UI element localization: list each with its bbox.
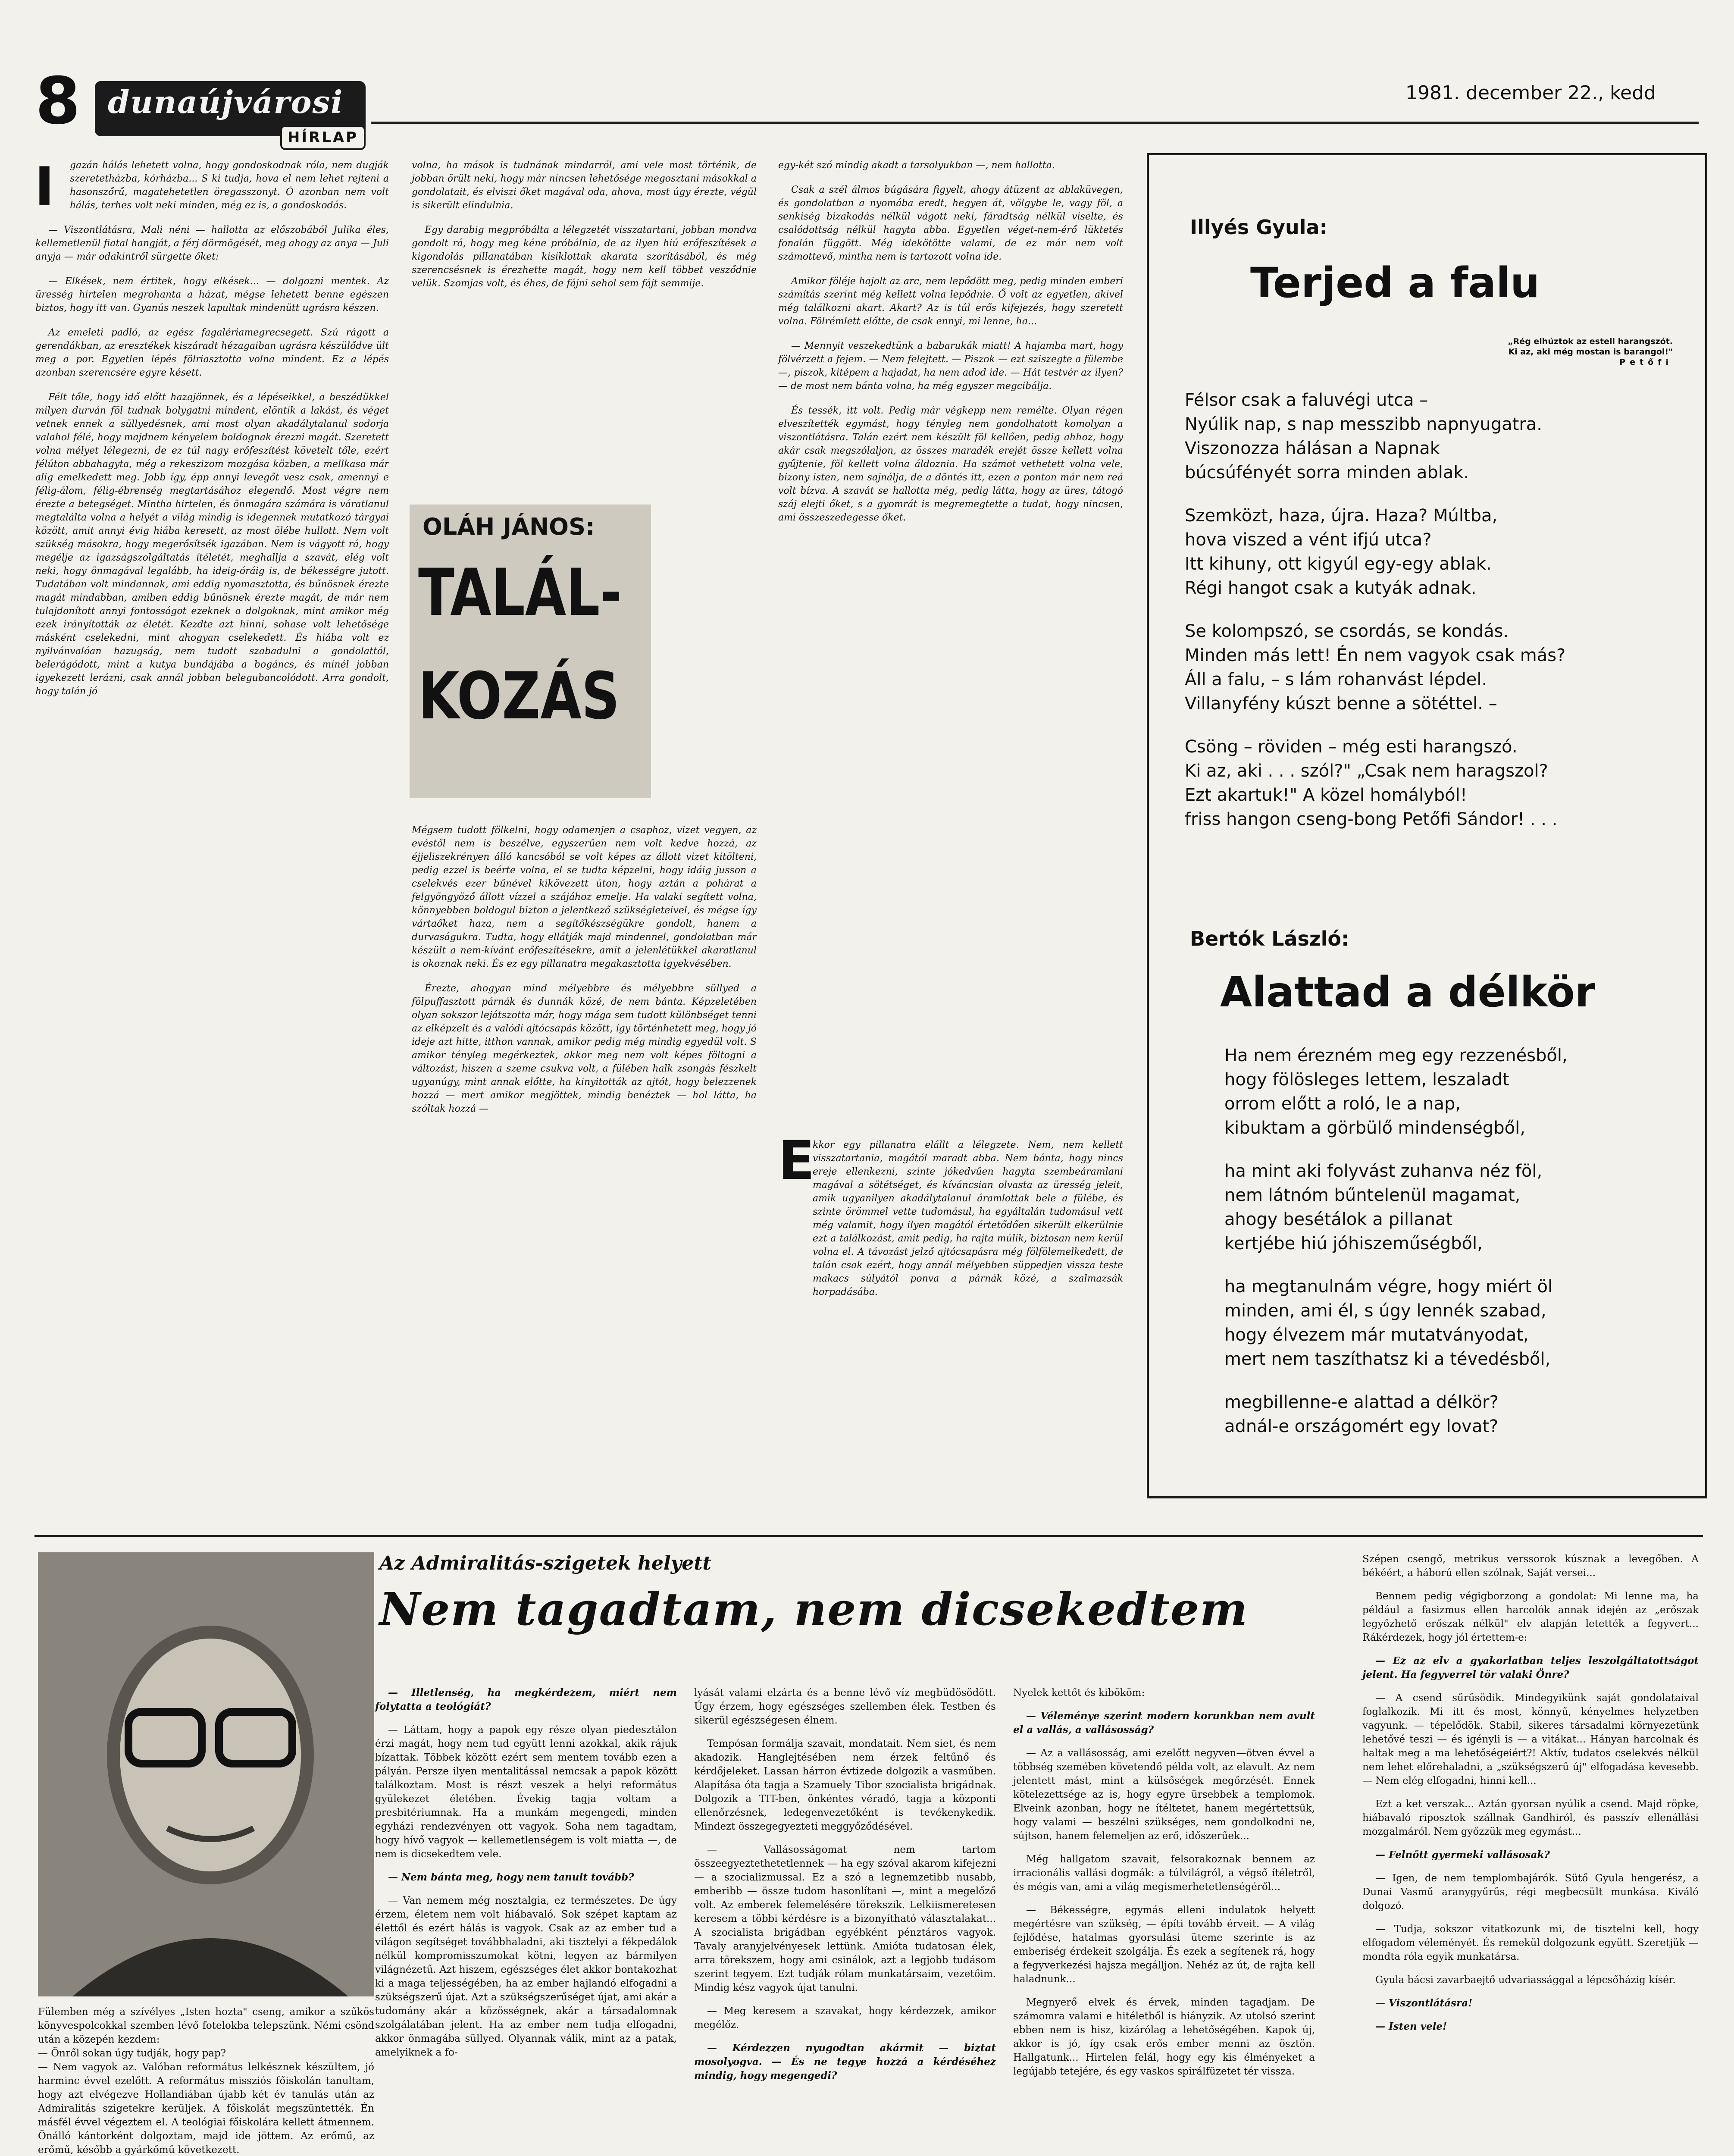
- interview-column-d: [1362, 1552, 1699, 2043]
- poem1-motto-line-1: „Rég elhúztok az estell harangszót.: [1508, 337, 1673, 346]
- stanza: [1224, 1390, 1690, 1438]
- poem-line: Ki az, aki . . . szól?" „Csak nem haragszol?: [1185, 761, 1548, 781]
- issue-date: 1981. december 22., kedd: [1405, 82, 1656, 104]
- poem-line: mert nem taszíthatsz ki a tévedésből,: [1224, 1349, 1551, 1369]
- poem-line: Nyúlik nap, s nap messzibb napnyugatra.: [1185, 414, 1543, 434]
- story-author: OLÁH JÁNOS:: [423, 513, 595, 540]
- section-divider: [34, 1535, 1703, 1537]
- poem-line: Minden más lett! Én nem vagyok csak más?: [1185, 646, 1566, 665]
- masthead-subtitle: HÍRLAP: [280, 125, 366, 150]
- poem-line: ha megtanulnám végre, hogy miért öl: [1224, 1277, 1553, 1297]
- paragraph: És tessék, itt volt. Pedig már végkepp nem remélte. Olyan régen elveszítették egymást, hogy tényleg nem gondolhatott komolyan a viszontlátásra. Talán ezért nem készült föl kellően, pedig ahhoz, hogy akár csak megszólaljon, az összes maradék erejét össze kellett volna gyűjtenie, föl kellett volna áldoznia. Ha számot vethetett volna vele, bizony isten, nem sajnálja, de a döntés itt, ezen a ponton már nem reá volt bízva. A szavát se hallotta még, pedig látta, hogy az üres, tátogó száj elejti őket, s a gyomrát is megremegtette a tudat, hogy nincsen, ami összeszedegesse őket.: [778, 405, 1123, 523]
- paragraph: — Az a vallásosság, ami ezelőtt negyven—ötven évvel a többség szemében követendő példa volt, az elavult. Az nem jelentett mást, mint a külsőségek megőrzését. Ennek kötelezettsége az is, hogy egyre ürsebbek a templomok. Elveink azonban, hogy ne ítéltetet, hanem megértettsük, hogy valami — beszélni szükséges, nem gondolkodni ne, sújtson, hanem felemeljen az erő, időszerűek...: [1013, 1748, 1315, 1842]
- poem-line: búcsúfényét sorra minden ablak.: [1185, 463, 1469, 483]
- paragraph: Ezt a ket verszak... Aztán gyorsan nyúlik a csend. Majd röpke, hiábavaló riposztok szállnak Gandhiról, és passzív ellenállási mozgalmáról. Nem győzzük meg egymást...: [1362, 1799, 1699, 1837]
- paragraph: Bennem pedig végigborzong a gondolat: Mi lenne ma, ha például a fasizmus ellen harcolók annak idején az „erőszak legyőzhető erőszak nélkül" elv alapján letették a fegyvert... Rákérdezek, hogy jól értettem-e:: [1362, 1591, 1699, 1643]
- paragraph: Megnyerő elvek és érvek, minden tagadjam. De számomra valami e hitéletből is hiányzik. Az utolsó szerint ebben nem is hisz, kizárólag a lehetőségében. Kapok új, akkor is jó, így csak erős ember menni az ösztön. Hallgatunk... Hirtelen felál, hogy egy kis élményeket a legújabb tetejére, és egy vaskos spirálfüzetet tér vissza.: [1013, 1997, 1315, 2077]
- paragraph: kkor egy pillanatra elállt a lélegzete. Nem, nem kellett visszatartania, magától maradt abba. Nem bánta, hogy nincs ereje ellenkezni, szinte jókedvűen hagyta szembeáramlani magával a sötétséget, és kíváncsian olvasta az üresség jeleit, amik ugyanilyen akadálytalanul áramlottak bele a fülébe, és szinte örömmel vette tudomásul, ha egyáltalán tudomásul vett még valamit, hogy ilyen magától értetődően sikerült elkerülnie ezt a találkozást, amit pedig, ha rajta múlik, biztosan nem kerül volna el. A távozást jelző ajtócsapásra még fölfölemelkedett, de talán csak ezért, hogy annál mélyebben süppedjen vissza teste makacs súlyától ponva a párnák közé, a szalmazsák horpadásába.: [813, 1140, 1123, 1297]
- story-drop-cap: I: [34, 156, 55, 218]
- paragraph: — Isten vele!: [1375, 2021, 1447, 2032]
- paragraph: lyását valami elzárta és a benne lévő víz megbüdösödött. Úgy érzem, hogy egészséges szellemben élek. Testben és sikerül egészségesen élnem.: [694, 1687, 996, 1726]
- stanza: [1185, 504, 1693, 600]
- stanza: [1224, 1275, 1690, 1371]
- poem-line: Félsor csak a faluvégi utca –: [1185, 390, 1428, 410]
- poem-line: Itt kihuny, ott kigyúl egy-egy ablak.: [1185, 554, 1492, 574]
- poem-line: Ha nem érezném meg egy rezzenésből,: [1224, 1046, 1568, 1065]
- poem-line: orrom előtt a roló, le a nap,: [1224, 1094, 1461, 1114]
- poem-line: Áll a falu, – s lám rohanvást lépdel.: [1185, 670, 1487, 689]
- poem1-title: Terjed a falu: [1250, 259, 1540, 307]
- poem-line: hogy élvezem már mutatványodat,: [1224, 1325, 1529, 1345]
- paragraph: Csak a szél álmos búgására figyelt, ahogy átüzent az ablaküvegen, és gondolatban a nyomába eredt, hegyen át, völgybe le, vagy föl, a senkiség bizakodás nélkül vágott neki, fáradtság nélkül viselte, és csalódottság nélkül hagyta abba. Egyetlen véget-nem-érő lüktetés fonalán függött. Még idekötötte valami, de ez már nem volt számottevő, mintha nem is tartozott volna ide.: [778, 185, 1123, 262]
- interview-caption: Fülemben még a szívélyes „Isten hozta" cseng, amikor a szűkös könyvespolcokkal szemben lévő fotelokba telepszünk. Némi csönd után a közepén kezdem: — Önről sokan úgy tudják, hogy pap? — Nem vagyok az. Valóban református lelkésznek készültem, jó harminc évvel ezelőtt. A református missziós főiskolán tanultam, hogy azt elvégezve Hollandiában újabb két év tanulás után az Admiralitás szigetekre kerüljek. A főiskolát megszüntették. Én másfél évvel végeztem el. A teológiai főiskolára kellett átmennem. Önálló kántorként dolgoztam, majd ide jöttem. Az erőmű, az erőmű, később a gyárkőmű következett.: [38, 2006, 374, 2156]
- paragraph: — Meg keresem a szavakat, hogy kérdezzek, amikor megélőz.: [694, 2006, 996, 2031]
- poem-line: ha mint aki folyvást zuhanva néz föl,: [1224, 1161, 1543, 1181]
- masthead-title: dunaújvárosi: [108, 84, 344, 120]
- stanza: [1185, 388, 1693, 485]
- poem2-body: [1224, 1044, 1690, 1457]
- interview-photo: [38, 1552, 374, 1996]
- poem-line: minden, ami él, s úgy lennék szabad,: [1224, 1301, 1546, 1321]
- paragraph: — Mennyit veszekedtünk a babarukák miatt! A hajamba mart, hogy fölvérzett a fejem. — Nem felejtett. — Piszok — ezt sziszegte a fülembe —, piszok, kitépem a hajadat, ha nem adod ide. — Hát testvér az ilyen? — de most nem bánta volna, ha még egyszer megcibálja.: [778, 341, 1123, 392]
- paragraph: — Ez az elv a gyakorlatban teljes leszolgáltatottságot jelent. Ha fegyverrel tör valaki Önre?: [1362, 1655, 1699, 1680]
- paragraph: Még hallgatom szavait, felsorakoznak bennem az irracionális vallási dogmák: a túlvilágról, a végső ítéletről, és mégis van, ami a világ megismerhetetlenségéről...: [1013, 1854, 1315, 1893]
- paragraph: — Igen, de nem templombajárók. Sütő Gyula hengerész, a Dunai Vasmű aranygyűrűs, régi megbecsült munkása. Kiváló dolgozó.: [1362, 1873, 1699, 1912]
- interview-column-c: [1013, 1686, 1315, 2088]
- story-column-2-top: [412, 159, 757, 301]
- poem1-body: [1185, 388, 1693, 850]
- paragraph: gazán hálás lehetett volna, hogy gondoskodnak róla, nem dugják szeretetházba, kórházba... S ki tudja, hova el nem lehet rejteni a hasonszőrű, magatehetetlen öregasszonyt. Ó azonban nem volt hálás, terhes volt neki minden, még ez is, a gondoskodás.: [70, 160, 389, 211]
- paragraph: Amikor föléje hajolt az arc, nem lepődött meg, pedig minden emberi számítás szerint még kellett volna lepődnie. Ő volt az egyetlen, akivel még találkozni akart. Akart? Az is túl erős kifejezés, hogy szeretett volna. Fölrémlett előtte, de csak ennyi, mi lenne, ha...: [778, 276, 1123, 327]
- paragraph: — Viszontlátásra!: [1375, 1997, 1473, 2009]
- poem1-author: Illyés Gyula:: [1190, 216, 1327, 239]
- paragraph: Tempósan formálja szavait, mondatait. Nem siet, és nem akadozik. Hanglejtésében nem érzek feltűnő és kérdőjeleket. Lassan hárron évtizede dolgozik a vasműben. Alapítása óta tagja a Szamuely Tibor szocialista brigádnak. Dolgozik a TIT-ben, önkéntes véradó, tagja a központi ellenőrzésnek, ledegenvezetőként is tevékenykedik. Mindezt összegegyezteti meggyőződésével.: [694, 1738, 996, 1832]
- interview-column-a: [375, 1686, 677, 2069]
- story-title-block: [410, 505, 651, 798]
- paragraph: — Kérdezzen nyugodtan akármit — biztat mosolyogva. — És ne tegye hozzá a kérdéséhez mindig, hogy megengedi?: [694, 2042, 996, 2081]
- poem1-motto: [1397, 336, 1673, 367]
- paragraph: Mégsem tudott fölkelni, hogy odamenjen a csaphoz, vizet vegyen, az evéstől nem is beszélve, egyszerűen nem volt kedve hozzá, az éjjeliszekrényen álló kancsóból se volt képes az állott vizet kitölteni, pedig ezzel is beérte volna, el se tudta képzelni, hogy idáig jusson a cselekvés ezer bűnével kikövezett úton, hogy aztán a pohárat a felgyöngyöző állott vízzel a szájához emelje. Ha valaki segített volna, könnyebben boldogul bizton a jelentkező szükségleteivel, és mégse így vártaőket haza, nem a segítőkészségükre gondolt, hanem a durvaságukra. Tudta, hogy ellátják majd mindennel, gondolatban már készült a nem-kívánt erőfeszítésekre, amit a jelenlétükkel akaratlanul is okoznak neki. És ez egy pillanatra megakasztotta igyekvésében.: [412, 825, 757, 969]
- page-number: 8: [35, 64, 81, 139]
- stanza: [1185, 735, 1693, 831]
- poem-line: nem látnóm bűntelenül magamat,: [1224, 1185, 1521, 1205]
- paragraph: — Véleménye szerint modern korunkban nem avult el a vallás, a vallásosság?: [1013, 1710, 1315, 1736]
- stanza: [1185, 619, 1693, 716]
- poem-line: kertjébe hiú jóhiszeműségből,: [1224, 1234, 1483, 1253]
- header-rule: [371, 122, 1699, 124]
- story-drop-cap-2: E: [778, 1130, 815, 1192]
- story-column-2-bottom: [412, 824, 757, 1127]
- interview-kicker: Az Admiralitás-szigetek helyett: [379, 1552, 711, 1574]
- poem-line: Csöng – röviden – még esti harangszó.: [1185, 737, 1518, 757]
- paragraph: Az emeleti padló, az egész fagalériamegrecsegett. Szú rágott a gerendákban, az eresztékek kiszáradt hézagaiban ugrásra készülődve ült meg a por. Egyetlen lépés fölriasztotta volna mindent. Ez a lépés azonban szerencsére egyre késett.: [35, 327, 389, 378]
- poem1-motto-author: Petőfi: [1619, 357, 1673, 367]
- portrait-image: [38, 1552, 374, 1996]
- poem-line: Szemközt, haza, újra. Haza? Múltba,: [1185, 506, 1498, 526]
- story-title-line-2: KOZÁS: [418, 659, 620, 734]
- paragraph: — Békességre, egymás elleni indulatok helyett megértésre van szükség, — építi tovább érveit. — A világ fejlődése, hatalmas gyorsulási üteme szerinte is az emberiség érdekeit szolgálja. És ezek a segítenek rá, hogy a fegyverkezési hajsza megálljon. Nehéz az út, de rajta kell haladnunk...: [1013, 1905, 1315, 1985]
- story-title-line-1: TALÁL-: [418, 555, 622, 630]
- poem2-title: Alattad a délkör: [1220, 968, 1596, 1016]
- paragraph: — A csend sűrűsödik. Mindegyikünk saját gondolataival foglalkozik. Mi itt és most, könnyű, kényelmes helyzetben vagyunk. — tépelődök. Stabil, sikeres társadalmi környezetünk lehetővé teszi — és igényli is — a vitákat... Hányan harcolnak és haltak meg a ma lehetőségeiért?! Aktív, tudatos cselekvés nélkül nem lehet előrehaladni, a „szükségszerű új" elfogadása kevesebb. — Nem elég elfogadni, hinni kell...: [1362, 1692, 1699, 1786]
- poem-line: friss hangon cseng-bong Petőfi Sándor! . . .: [1185, 809, 1558, 829]
- paragraph: — Felnőtt gyermeki vallásosak?: [1375, 1849, 1550, 1861]
- poem1-motto-line-2: Ki az, aki még mostan is barangol!": [1508, 347, 1673, 357]
- interview-title: Nem tagadtam, nem dicsekedtem: [379, 1583, 1249, 1636]
- poem-line: Viszonozza hálásan a Napnak: [1185, 439, 1440, 458]
- paragraph: — Viszontlátásra, Mali néni — hallotta az előszobából Julika éles, kellemetlenül fiatal hangját, a férj dörmögését, meg ahogy az anya — Juli anyja — már odakintről sürgette őket:: [35, 225, 389, 262]
- paragraph: volna, ha mások is tudnának mindarról, ami vele most történik, de jobban örült neki, hogy már nincsen lehetősége megosztani másokkal a gondolatait, és elviszi őket magával oda, ahova, most úgy érezte, végül is sikerült elindulnia.: [412, 160, 757, 211]
- poem-line: Se kolompszó, se csordás, se kondás.: [1185, 621, 1509, 641]
- poem-line: hogy fölösleges lettem, leszaladt: [1224, 1070, 1509, 1090]
- paragraph: Szépen csengő, metrikus verssorok kúsznak a levegőben. A békéért, a háború ellen szólnak, Saját versei...: [1362, 1554, 1699, 1579]
- poem-line: hova viszed a vént ifjú utca?: [1185, 530, 1432, 550]
- stanza: [1224, 1044, 1690, 1140]
- paragraph: Gyula bácsi zavarbaejtő udvariassággal a lépcsőházig kísér.: [1375, 1974, 1676, 1986]
- stanza: [1224, 1159, 1690, 1256]
- poem-line: ahogy besétálok a pillanat: [1224, 1210, 1453, 1229]
- poem-line: kibuktam a görbülő mindenségből,: [1224, 1118, 1525, 1138]
- story-column-1: [34, 156, 389, 709]
- poem-line: Villanyfény kúszt benne a sötéttel. –: [1185, 694, 1497, 714]
- poem-line: megbillenne-e alattad a délkör?: [1224, 1392, 1499, 1412]
- paragraph: — Vallásosságomat nem tartom összeegyeztethetetlennek — ha egy szóval akarom kifejezni — a szocializmussal. Ez a szó a legnemzetibb nusabb, emberibb — össze tudom hasonlítani —, mint a megelőző volt. Az emberek felemelésére törekszik. Lelkiismeretesen keresem a többi kérdésre is a bizonyítható választalakat... A szocialista brigádban egyébként pénztáros vagyok. Tavaly aranyjelvényesek lettünk. Amióta tudatosan élek, arra törekszem, hogy ami csinálok, azt a legjobb tudásom szerint tegyem. Ezt tudják rólam munkatársaim, vezetőim. Mindig kész vagyok újat tanulni.: [694, 1844, 996, 1993]
- poem2-author: Bertók László:: [1190, 927, 1349, 950]
- poem-line: Régi hangot csak a kutyák adnak.: [1185, 578, 1477, 598]
- paragraph: — Láttam, hogy a papok egy része olyan piedesztálon érzi magát, hogy nem tud együtt lenni azokkal, akik rájuk bízattak. Többek között ezért sem mentem tovább ezen a pályán. Persze ilyen mentalitással nemcsak a papok között találkoztam. Most is részt veszek a helyi református gyülekezet életében. Évekig tagja voltam a presbitériumnak. Ha a munkám megengedi, minden egyházi rendezvényen ott vagyok. Soha nem tagadtam, hogy hívő vagyok — kellemetlenségem is volt miatta —, de nem is dicsekedtem vele.: [375, 1724, 677, 1860]
- paragraph: Nyelek kettőt és kibököm:: [1013, 1687, 1145, 1698]
- poem-line: Ezt akartuk!" A közel homályból!: [1185, 785, 1467, 805]
- paragraph: — Elkések, nem értitek, hogy elkések... — dolgozni mentek. Az üresség hirtelen megrohanta a házat, mégse lehetett benne egészen biztos, hogy itt van. Gyanús neszek lapultak mindenütt ugrásra készen.: [35, 276, 389, 313]
- paragraph: Egy darabig megpróbálta a lélegzetét visszatartani, jobban mondva gondolt rá, hogy meg kéne próbálnia, de az ilyen hiú erőfeszítések a kigondolás pillanatában kisiklottak akarata szorításából, és még szerencsésnek is érezhette magát, hogy nem kell többet vesződnie velük. Szomjas volt, és éhes, de fájni sehol sem fájt semmije.: [412, 225, 757, 289]
- paragraph: Félt tőle, hogy idő előtt hazajönnek, és a lépéseikkel, a beszédükkel milyen durván föl tudnak bolygatni mindent, elöntik a lakást, és véget vetnek ennek a süllyedésnek, ami most olyan akadálytalanul sodorja valahol félé, hogy majdnem kényelem boldognak érezni magát. Szeretett volna mélyet lélegezni, de ez túl nagy erőfeszítést követelt tőle, ezért félúton abbahagyta, még a rekeszizom mozgása közben, a mellkasa már alig emelkedett meg. Jobb így, épp annyi levegőt vesz csak, amennyi e félig-álom, félig-ébrenség megtartásához elegendő. Most végre nem érezte a betegséget. Mintha hirtelen, és önmagára számára is váratlanul megtalálta volna a helyét a világ mindig is idegennek mutatkozó tárgyai között, amit annyi évig hiába keresett, az most ölébe hullott. Nem volt szükség másokra, hogy megerősítsék igazában. Nem is vágyott rá, hogy megélje az igazságszolgáltatás ítéletét, meghallja a szavát, elég volt neki, hogy önmagával legalább, ha ideig-óráig is, de békességre jutott. Tudatában volt mindannak, ami eddig nyomasztotta, és bűnösnek érezte magát mindabban, amiben eddig bűnösnek érezte magát, de már nem tulajdonított annyi fontosságot ezeknek a dolgoknak, mint amikor még ezek irányították az életét. Kezdte azt hinni, sohase volt lehetősége másként cselekedni, mint ahogyan cselekedett. És hiába volt ez nyilvánvalóan hazugság, nem tudott szabadulni a gondolattól, belerágódott, mint a kutya bundájába a bogáncs, és minél jobban igyekezett lerázni, csak annál jobban belegubancolódott. Arra gondolt, hogy talán jó: [35, 392, 389, 697]
- paragraph: — Tudja, sokszor vitatkozunk mi, de tisztelni kell, hogy elfogadom véleményét. És remekül dolgozunk együtt. Szeretjük — mondta róla egyik munkatársa.: [1362, 1924, 1699, 1962]
- paragraph: — Van nemem még nosztalgia, ez természetes. De úgy érzem, életem nem volt hiábavaló. Sok szépet kaptam az élettől és ezért hálás is vagyok. Csak az az ember tud a világon segítséget továbbhaladni, aki tisztelyi a fékpedálok nélkül kompromisszumokat kötni, legyen az bármilyen világnézetű. Azt hiszem, egészséges élet akkor bontakozhat ki a maga teljességében, ha az ember hajlandó elfogadni a szükségszerű újat. Azt a szükségszerűséget újat, ami akár a tudomány akár a közösségnek, akár a társadalomnak szolgálatában jelent. Ha az ember nem tudja elfogadni, akkor önmagába süllyed. Olyannak válik, mint az a patak, amelyiknek a fo-: [375, 1895, 677, 2058]
- paragraph: egy-két szó mindig akadt a tarsolyukban —, nem hallotta.: [778, 160, 1055, 171]
- story-column-3-bottom: [778, 1138, 1123, 1310]
- poem-line: adnál-e országomért egy lovat?: [1224, 1416, 1499, 1436]
- interview-column-b: [694, 1686, 996, 2092]
- paragraph: — Nem bánta meg, hogy nem tanult tovább?: [388, 1871, 634, 1883]
- paragraph: Érezte, ahogyan mind mélyebbre és mélyebbre süllyed a fölpuffasztott párnák és dunnák közé, de nem bánta. Képzeletében olyan sokszor lejátszotta már, hogy mága sem tudott különbséget tenni az elképzelt és a valódi ajtócsapás között, így történhetett meg, hogy jó ideje azt hitte, itthon vannak, amikor pedig még mindig egyedül volt. S amikor tényleg megérkeztek, akkor meg nem volt képes föltogni a változást, hiszen a szeme csukva volt, a fülében halk zsongás fészkelt ugyanúgy, mint annak előtte, ha kinyitották az ajtót, hogy belezzenek hozzá — mert amikor megjöttek, mindig benéztek — hol látta, ha szóltak hozzá —: [412, 983, 757, 1114]
- story-column-3-top: [778, 159, 1123, 536]
- paragraph: — Illetlenség, ha megkérdezem, miért nem folytatta a teológiát?: [375, 1687, 677, 1712]
